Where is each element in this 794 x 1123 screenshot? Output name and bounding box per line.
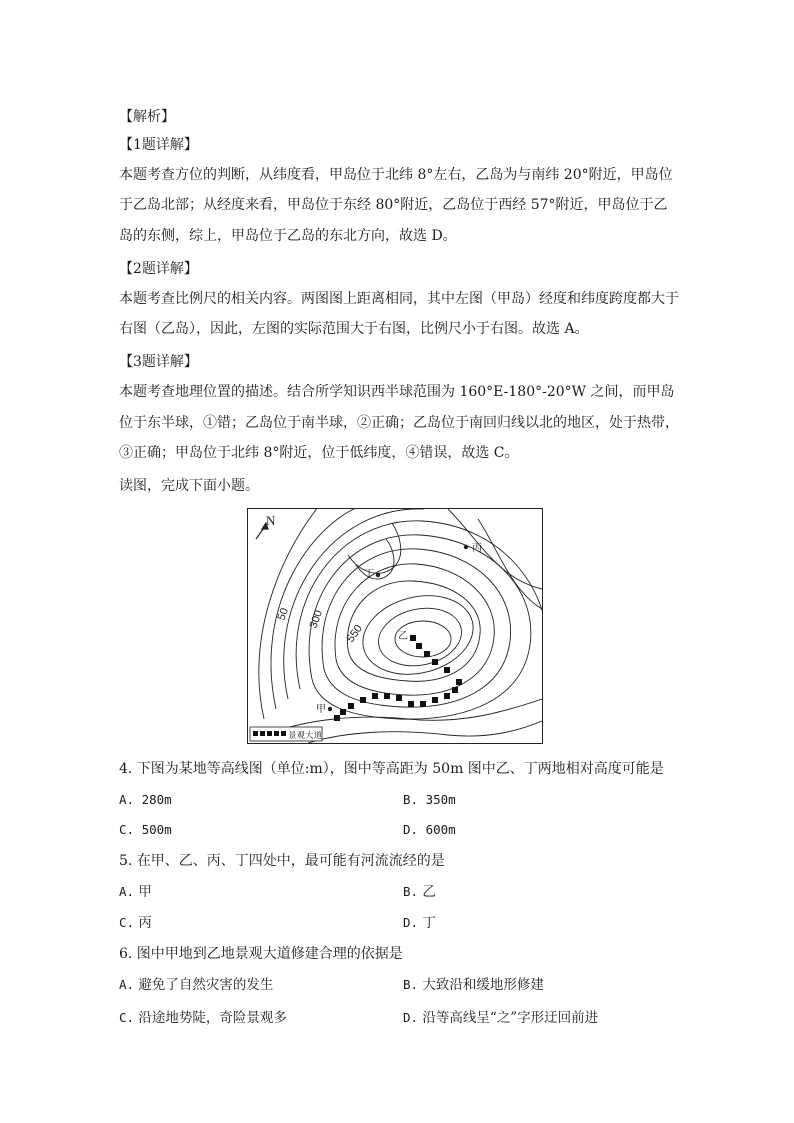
- q5-option-d[interactable]: D. 丁: [403, 915, 436, 931]
- q3-header: 【3题详解】: [119, 354, 198, 370]
- q3-line-2: 位于东半球，①错；乙岛位于南半球，②正确；乙岛位于南回归线以北的地区，处于热带，: [119, 415, 679, 431]
- north-label: N: [266, 513, 276, 528]
- q5-option-b[interactable]: B. 乙: [403, 884, 436, 900]
- q6-option-d[interactable]: D. 沿等高线呈“之”字形迂回前进: [403, 1010, 599, 1026]
- q2-header: 【2题详解】: [119, 261, 198, 277]
- legend-label: 景观大道: [288, 731, 323, 741]
- point-ding: [376, 573, 380, 577]
- contour-label-550: 550: [344, 622, 365, 645]
- instruction-text: 读图，完成下面小题。: [119, 478, 259, 494]
- contour-line: [354, 585, 481, 686]
- q4-option-c[interactable]: C. 500m: [119, 822, 172, 837]
- contour-line: [478, 519, 542, 609]
- q3-line-1: 本题考查地理位置的描述。结合所学知识西半球范围为 160°E-180°-20°W 之间，而甲岛: [119, 384, 675, 400]
- q4-option-b[interactable]: B. 350m: [403, 792, 456, 807]
- contour-line: [308, 721, 542, 743]
- contour-map: [247, 508, 543, 744]
- question-5-stem: 5. 在甲、乙、丙、丁四处中，最可能有河流流经的是: [119, 853, 445, 869]
- q6-option-c[interactable]: C. 沿途地势陡，奇险景观多: [119, 1010, 287, 1026]
- q3-line-3: ③正确；甲岛位于北纬 8°附近，位于低纬度，④错误，故选 C。: [119, 445, 519, 461]
- contour-line: [309, 535, 531, 719]
- contour-label-300: 300: [307, 608, 326, 631]
- contour-label-50: 50: [275, 606, 292, 623]
- label-bing: 丙: [472, 543, 482, 554]
- q2-line-2: 右图（乙岛），因此，左图的实际范围大于右图，比例尺小于右图。故选 A。: [119, 321, 589, 337]
- q1-line-2: 于乙岛北部；从经度来看，甲岛位于东经 80°附近，乙岛位于西经 57°附近，甲岛位于乙: [119, 197, 668, 213]
- contour-map-svg: [248, 509, 542, 743]
- q4-option-d[interactable]: D. 600m: [403, 822, 456, 837]
- q1-line-3: 岛的东侧，综上，甲岛位于乙岛的东北方向，故选 D。: [119, 228, 457, 244]
- q1-line-1: 本题考查方位的判断，从纬度看，甲岛位于北纬 8°左右，乙岛为与南纬 20°附近，甲岛位: [119, 167, 673, 183]
- q5-option-a[interactable]: A. 甲: [119, 884, 152, 900]
- legend-swatch: [253, 731, 286, 736]
- q4-option-a[interactable]: A. 280m: [119, 792, 172, 807]
- q6-option-b[interactable]: B. 大致沿和缓地形修建: [403, 977, 544, 993]
- q1-header: 【1题详解】: [119, 137, 198, 153]
- question-6-stem: 6. 图中甲地到乙地景观大道修建合理的依据是: [119, 946, 403, 962]
- q5-option-c[interactable]: C. 丙: [119, 915, 152, 931]
- contour-line: [344, 581, 480, 681]
- question-4-stem: 4. 下图为某地等高线图（单位:m），图中等高距为 50m 图中乙、丁两地相对高度可能是: [119, 761, 664, 777]
- label-jia: 甲: [316, 704, 326, 715]
- q6-option-a[interactable]: A. 避免了自然灾害的发生: [119, 977, 274, 993]
- analysis-header: 【解析】: [119, 109, 175, 125]
- point-jia: [328, 707, 332, 711]
- contour-line: [373, 601, 467, 673]
- point-bing: [464, 545, 468, 549]
- q2-line-1: 本题考查比例尺的相关内容。两图图上距离相同，其中左图（甲岛）经度和纬度跨度都大于: [119, 291, 679, 307]
- label-ding: 丁: [364, 569, 374, 580]
- label-yi: 乙: [398, 631, 408, 642]
